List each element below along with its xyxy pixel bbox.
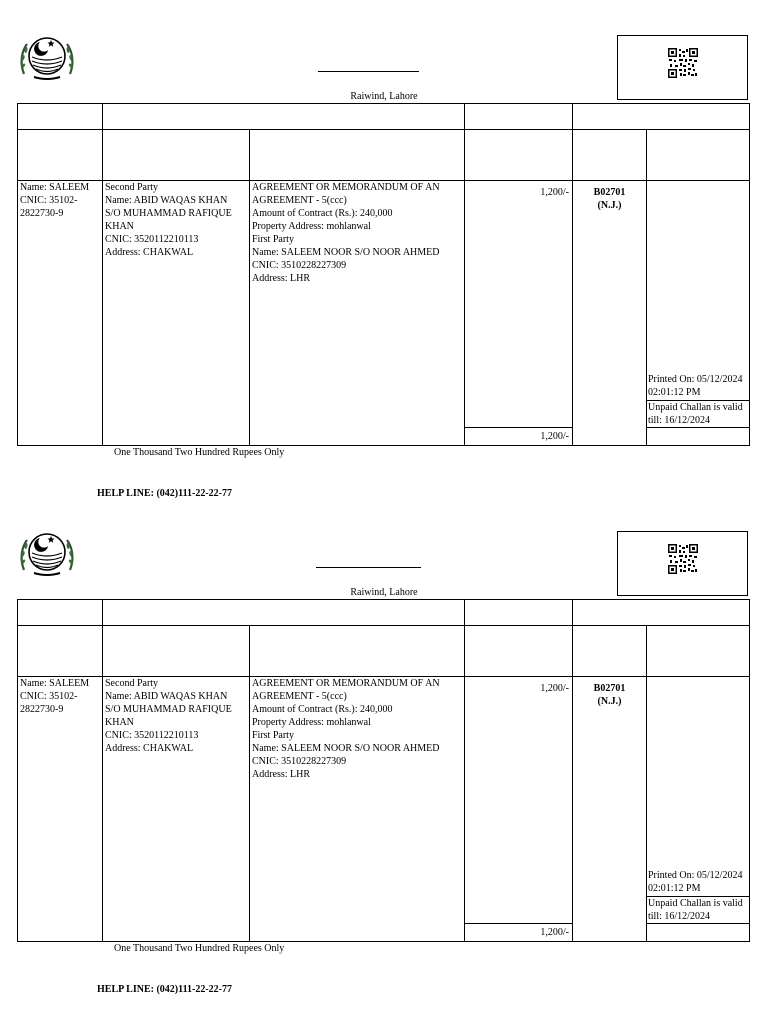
amount-in-words: One Thousand Two Hundred Rupees Only: [114, 447, 285, 458]
payer-cnic: CNIC: 35102- 2822730-9: [20, 691, 78, 715]
printed-on: Printed On: 05/12/2024 02:01:12 PM: [648, 870, 743, 894]
challan-copy-1: [0, 0, 768, 499]
location-text: Raiwind, Lahore: [350, 587, 418, 598]
amount-in-words: One Thousand Two Hundred Rupees Only: [114, 943, 285, 954]
head-code-sub: (N.J.): [597, 696, 622, 707]
amount-value: 1,200/-: [540, 187, 569, 198]
government-emblem-icon: [18, 30, 76, 82]
head-code-sub: (N.J.): [597, 200, 622, 211]
government-emblem-icon: [18, 526, 76, 578]
payer-name: Name: SALEEM: [20, 678, 90, 689]
valid-till: Unpaid Challan is valid till: 16/12/2024: [648, 898, 743, 922]
location-text: Raiwind, Lahore: [350, 91, 418, 102]
signature-line: [316, 567, 421, 568]
amount-value: 1,200/-: [540, 683, 569, 694]
second-party-details: Second Party Name: ABID WAQAS KHAN S/O MUHAMMAD RAFIQUE KHAN CNIC: 3520112210113 Address: CHAKWAL: [105, 678, 232, 754]
amount-total: 1,200/-: [540, 431, 569, 442]
challan-copy-2: [0, 496, 768, 995]
agreement-description: AGREEMENT OR MEMORANDUM OF AN AGREEMENT - 5(ccc) Amount of Contract (Rs.): 240,000 Property Address: mohlanwal First Party Name: SALEEM NOOR S/O NOOR AHMED CNIC: 3510228227309 Address: LHR: [252, 182, 440, 284]
challan-table: [17, 103, 750, 446]
head-code: B02701: [593, 187, 626, 198]
payer-name: Name: SALEEM: [20, 182, 90, 193]
valid-till: Unpaid Challan is valid till: 16/12/2024: [648, 402, 743, 426]
printed-on: Printed On: 05/12/2024 02:01:12 PM: [648, 374, 743, 398]
qr-code-icon: [668, 544, 698, 578]
helpline-text: HELP LINE: (042)111-22-22-77: [97, 984, 233, 995]
payer-cnic: CNIC: 35102- 2822730-9: [20, 195, 78, 219]
qr-code-icon: [668, 48, 698, 82]
signature-line: [318, 71, 419, 72]
amount-total: 1,200/-: [540, 927, 569, 938]
second-party-details: Second Party Name: ABID WAQAS KHAN S/O MUHAMMAD RAFIQUE KHAN CNIC: 3520112210113 Address: CHAKWAL: [105, 182, 232, 258]
helpline-text: HELP LINE: (042)111-22-22-77: [97, 488, 233, 499]
head-code: B02701: [593, 683, 626, 694]
agreement-description: AGREEMENT OR MEMORANDUM OF AN AGREEMENT - 5(ccc) Amount of Contract (Rs.): 240,000 Property Address: mohlanwal First Party Name: SALEEM NOOR S/O NOOR AHMED CNIC: 3510228227309 Address: LHR: [252, 678, 440, 780]
challan-table: [17, 599, 750, 942]
